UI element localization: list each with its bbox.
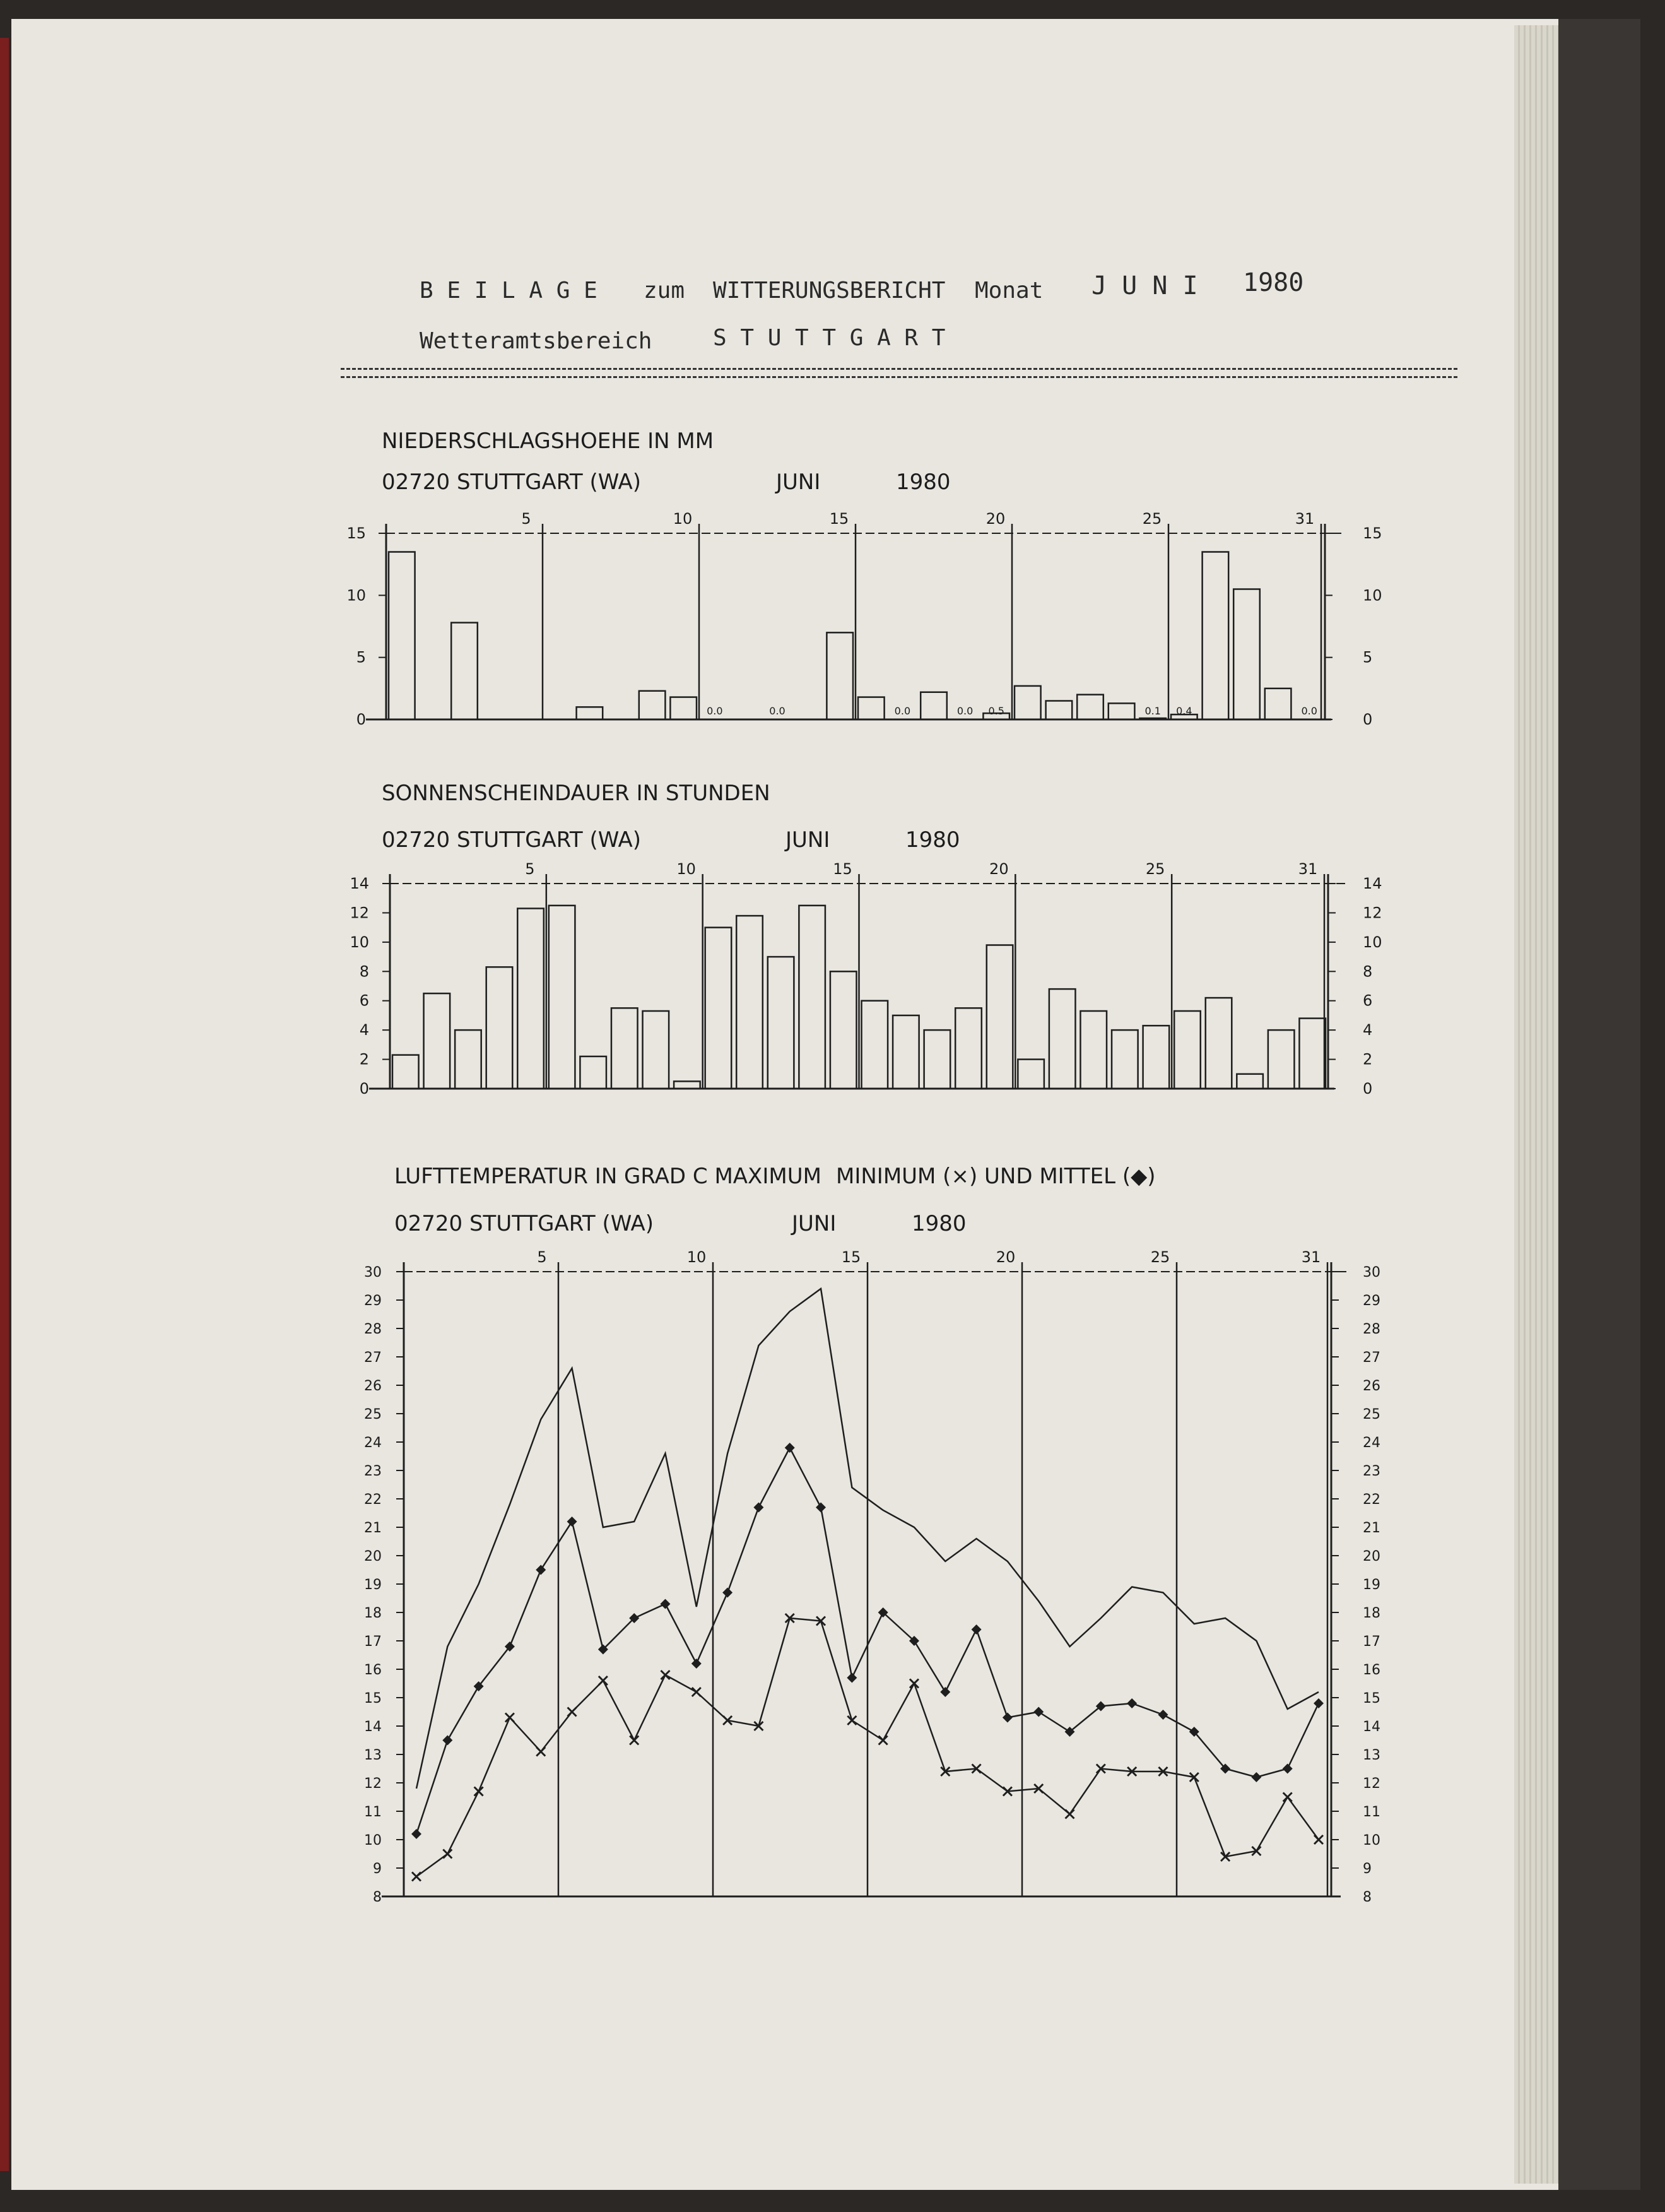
mean-point (785, 1443, 795, 1453)
min-point (474, 1787, 483, 1796)
y-tick-label-left: 14 (350, 875, 369, 892)
temperature-chart (364, 1164, 1380, 1905)
bar (1109, 703, 1135, 719)
chart-station: 02720 STUTTGART (WA) (382, 827, 642, 853)
mean-point (442, 1736, 452, 1746)
bar-value-label: 0.0 (1301, 705, 1317, 717)
bar (768, 957, 794, 1089)
chart-station: 02720 STUTTGART (WA) (382, 470, 642, 495)
mean-point (816, 1503, 826, 1513)
bar (830, 971, 857, 1089)
bar (1265, 689, 1291, 719)
mean-point (1033, 1707, 1044, 1717)
bar (455, 1030, 481, 1089)
bar (924, 1030, 951, 1089)
bar (1080, 1011, 1107, 1089)
chart-title: LUFTTEMPERATUR IN GRAD C MAXIMUM (394, 1164, 821, 1189)
day-marker-label: 15 (833, 860, 852, 878)
bar-value-label: 0.1 (1144, 705, 1161, 717)
y-tick-label-left: 16 (364, 1662, 382, 1678)
bar (862, 1001, 888, 1089)
y-tick-label-left: 15 (346, 524, 366, 542)
day-marker-label: 10 (686, 1248, 707, 1266)
y-tick-label-right: 9 (1363, 1861, 1372, 1877)
bar (858, 697, 885, 719)
bar (1077, 695, 1103, 719)
y-tick-label-left: 29 (364, 1293, 382, 1309)
bar (1112, 1030, 1138, 1089)
day-marker-label: 31 (1295, 510, 1315, 528)
y-tick-label-right: 8 (1363, 962, 1373, 981)
y-tick-label-left: 23 (364, 1464, 382, 1479)
chart-month: JUNI (792, 1211, 837, 1236)
bar (580, 1056, 606, 1089)
y-tick-label-right: 29 (1363, 1293, 1380, 1309)
bar (1237, 1074, 1263, 1089)
day-marker-label: 15 (829, 510, 849, 528)
y-tick-label-left: 15 (364, 1691, 382, 1706)
sunshine-chart (350, 781, 1382, 1097)
bar (392, 1055, 419, 1089)
day-marker-label: 5 (537, 1248, 547, 1266)
y-tick-label-right: 8 (1363, 1890, 1372, 1905)
mean-point (1314, 1698, 1324, 1708)
day-marker-label: 10 (676, 860, 696, 878)
y-tick-label-right: 13 (1363, 1748, 1380, 1763)
y-tick-label-right: 0 (1363, 1080, 1373, 1097)
bar (639, 691, 666, 719)
bar (670, 697, 697, 719)
y-tick-label-left: 9 (373, 1861, 382, 1877)
y-tick-label-right: 14 (1363, 875, 1382, 892)
mean-point (536, 1565, 546, 1575)
y-tick-label-left: 12 (364, 1776, 382, 1792)
bar (1203, 552, 1229, 720)
bar (611, 1008, 638, 1089)
day-marker-label: 10 (673, 510, 693, 528)
header-stuttgart: S T U T T G A R T (713, 325, 946, 351)
y-tick-label-right: 17 (1363, 1634, 1380, 1650)
header-juni: J U N I (1091, 271, 1198, 300)
y-tick-label-left: 28 (364, 1322, 382, 1337)
y-tick-label-right: 30 (1363, 1265, 1380, 1280)
bar (1268, 1030, 1295, 1089)
y-tick-label-right: 12 (1363, 904, 1382, 922)
bar (517, 908, 544, 1089)
mean-point (1003, 1713, 1013, 1723)
y-tick-label-left: 19 (364, 1577, 382, 1593)
chart-year: 1980 (905, 827, 960, 853)
mean-point (411, 1829, 421, 1839)
y-tick-label-right: 21 (1363, 1520, 1380, 1536)
day-marker-label: 31 (1298, 860, 1318, 878)
day-marker-label: 15 (841, 1248, 861, 1266)
mean-point (753, 1503, 763, 1513)
bar (577, 707, 603, 719)
min-point (568, 1708, 577, 1717)
min-point (1066, 1810, 1074, 1819)
precipitation-chart (346, 429, 1382, 728)
bar (1299, 1019, 1326, 1089)
bar-value-label: 0.5 (988, 705, 1004, 717)
y-tick-label-right: 12 (1363, 1776, 1380, 1792)
y-tick-label-right: 10 (1363, 586, 1382, 605)
y-tick-label-left: 10 (346, 586, 366, 605)
y-tick-label-right: 15 (1363, 524, 1382, 542)
y-tick-label-left: 21 (364, 1520, 382, 1536)
bar (424, 993, 450, 1089)
day-marker-label: 5 (521, 510, 531, 528)
bar (389, 552, 415, 720)
day-marker-label: 25 (1145, 860, 1165, 878)
y-tick-label-right: 16 (1363, 1662, 1380, 1678)
chart-title-legend: MINIMUM (×) UND MITTEL (◆) (836, 1164, 1156, 1189)
bar (674, 1081, 700, 1089)
y-tick-label-left: 5 (356, 648, 366, 666)
y-tick-label-right: 23 (1363, 1464, 1380, 1479)
min-point (630, 1736, 638, 1745)
mean-point (660, 1599, 670, 1609)
chart-year: 1980 (912, 1211, 967, 1236)
mean-point (940, 1687, 950, 1697)
header-zum: zum (644, 278, 685, 304)
min-point (1283, 1793, 1292, 1802)
bar (1143, 1026, 1170, 1089)
min-point (443, 1850, 452, 1859)
y-tick-label-left: 0 (359, 1080, 369, 1097)
chart-year: 1980 (896, 470, 951, 495)
chart-month: JUNI (776, 470, 821, 495)
mean-point (972, 1624, 982, 1635)
y-tick-label-right: 15 (1363, 1691, 1380, 1706)
bar (451, 623, 478, 719)
y-tick-label-left: 8 (359, 962, 369, 981)
day-marker-label: 25 (1142, 510, 1162, 528)
bar (1139, 718, 1166, 719)
y-tick-label-left: 20 (364, 1549, 382, 1564)
y-tick-label-right: 10 (1363, 1833, 1380, 1848)
chart-title: SONNENSCHEINDAUER IN STUNDEN (382, 781, 770, 806)
bar (1018, 1060, 1044, 1089)
bar-value-label: 0.0 (769, 705, 785, 717)
bar (736, 916, 763, 1089)
y-tick-label-right: 6 (1363, 991, 1373, 1010)
chart-station: 02720 STUTTGART (WA) (394, 1211, 654, 1236)
y-tick-label-left: 10 (350, 933, 369, 951)
header-beilage: B E I L A G E (420, 278, 597, 304)
min-point (536, 1748, 545, 1756)
bar (921, 692, 947, 719)
y-tick-label-left: 4 (359, 1021, 369, 1039)
day-marker-label: 20 (989, 860, 1009, 878)
y-tick-label-right: 2 (1363, 1050, 1373, 1068)
y-tick-label-right: 25 (1363, 1407, 1380, 1422)
bar-value-label: 0.4 (1176, 705, 1192, 717)
y-tick-label-left: 27 (364, 1350, 382, 1366)
y-tick-label-right: 4 (1363, 1021, 1373, 1039)
y-tick-label-left: 24 (364, 1435, 382, 1451)
y-tick-label-left: 11 (364, 1804, 382, 1820)
y-tick-label-left: 6 (359, 991, 369, 1010)
y-tick-label-left: 14 (364, 1719, 382, 1735)
y-tick-label-left: 2 (359, 1050, 369, 1068)
y-tick-label-right: 20 (1363, 1549, 1380, 1564)
header-monat: Monat (975, 278, 1044, 304)
y-tick-label-left: 25 (364, 1407, 382, 1422)
mean-point (691, 1659, 702, 1669)
y-tick-label-right: 19 (1363, 1577, 1380, 1593)
day-marker-label: 20 (996, 1248, 1016, 1266)
day-marker-label: 25 (1150, 1248, 1170, 1266)
day-marker-label: 5 (525, 860, 535, 878)
day-marker-label: 20 (985, 510, 1006, 528)
header-wetteramtsbereich: Wetteramtsbereich (420, 328, 652, 354)
bar (1015, 686, 1041, 719)
header-year: 1980 (1243, 268, 1304, 297)
bar (987, 945, 1013, 1089)
mean-point (1127, 1698, 1137, 1708)
y-tick-label-right: 10 (1363, 933, 1382, 951)
y-tick-label-left: 26 (364, 1378, 382, 1394)
y-tick-label-right: 14 (1363, 1719, 1380, 1735)
min-point (599, 1676, 608, 1685)
mean-point (1251, 1772, 1261, 1782)
y-tick-label-right: 18 (1363, 1606, 1380, 1621)
y-tick-label-right: 11 (1363, 1804, 1380, 1820)
bar (1206, 998, 1232, 1089)
y-tick-label-left: 18 (364, 1606, 382, 1621)
bar (486, 967, 513, 1089)
y-tick-label-left: 8 (373, 1890, 382, 1905)
min-point (661, 1671, 669, 1679)
mean-point (847, 1673, 857, 1683)
bar (1174, 1011, 1201, 1089)
mean-point (1283, 1764, 1293, 1774)
min-point (412, 1872, 421, 1881)
mean-point (1158, 1710, 1168, 1720)
bar-value-label: 0.0 (956, 705, 974, 717)
y-tick-label-right: 24 (1363, 1435, 1380, 1451)
min-point (910, 1679, 919, 1688)
min-point (879, 1736, 888, 1745)
y-tick-label-left: 30 (364, 1265, 382, 1280)
bar (1233, 589, 1260, 720)
bar (955, 1008, 982, 1089)
y-tick-label-left: 0 (356, 711, 366, 728)
bar (799, 906, 825, 1089)
mean-point (722, 1588, 732, 1598)
bar (643, 1011, 669, 1089)
y-tick-label-right: 27 (1363, 1350, 1380, 1366)
header-witterungsbericht: WITTERUNGSBERICHT (713, 278, 946, 304)
min-point (847, 1716, 856, 1725)
mean-point (567, 1517, 577, 1527)
bar (705, 928, 732, 1089)
bar (549, 906, 575, 1089)
bar (1049, 989, 1076, 1089)
y-tick-label-right: 28 (1363, 1322, 1380, 1337)
bar-value-label: 0.0 (707, 705, 723, 717)
bar-value-label: 0.0 (894, 705, 911, 717)
y-tick-label-left: 10 (364, 1833, 382, 1848)
y-tick-label-right: 0 (1363, 711, 1373, 728)
y-tick-label-left: 22 (364, 1492, 382, 1508)
chart-month: JUNI (785, 827, 830, 853)
y-tick-label-left: 17 (364, 1634, 382, 1650)
y-tick-label-right: 26 (1363, 1378, 1380, 1394)
bar (1046, 701, 1073, 720)
min-point (1314, 1835, 1323, 1844)
bar (893, 1015, 919, 1089)
y-tick-label-right: 5 (1363, 648, 1373, 666)
day-marker-label: 31 (1301, 1248, 1321, 1266)
y-tick-label-right: 22 (1363, 1492, 1380, 1508)
min-point (692, 1688, 701, 1696)
y-tick-label-left: 12 (350, 904, 369, 922)
chart-title: NIEDERSCHLAGSHOEHE IN MM (382, 429, 714, 454)
min-point (505, 1713, 514, 1722)
bar (827, 632, 853, 719)
y-tick-label-left: 13 (364, 1748, 382, 1763)
